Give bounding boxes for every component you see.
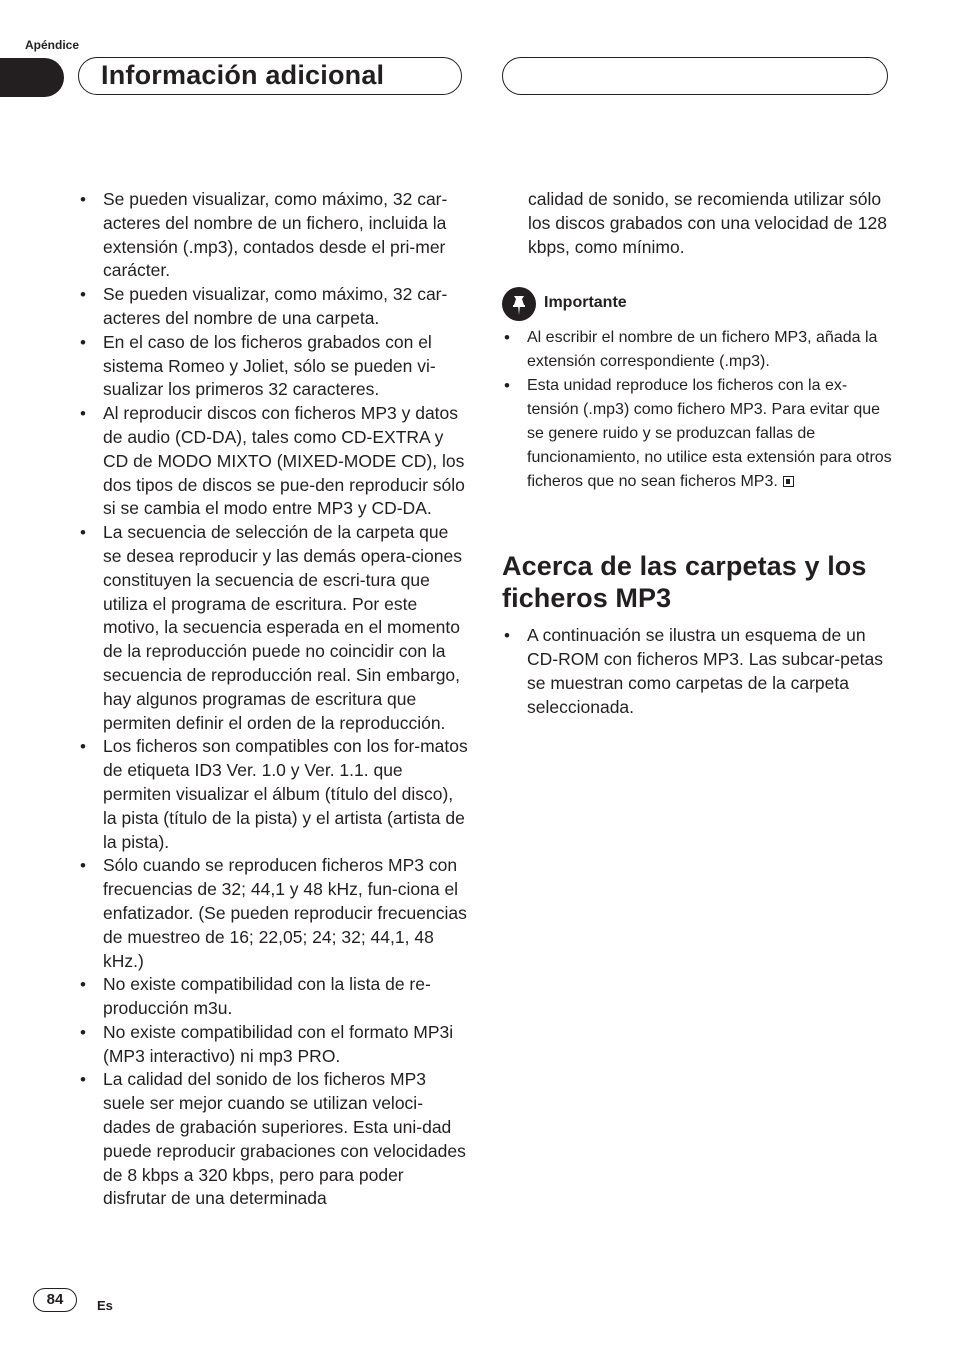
continued-paragraph: calidad de sonido, se recomienda utilizar sólo los discos grabados con una velocidad de 128 kbps, como mínimo.: [528, 189, 887, 257]
header-empty-frame: [502, 57, 888, 95]
section-heading: Acerca de las carpetas y los ficheros MP3: [502, 551, 867, 614]
language-code: Es: [97, 1298, 113, 1313]
bullet-list: [78, 188, 468, 1211]
header-tab: [0, 58, 64, 97]
list-item-text: Esta unidad reproduce los ficheros con la ex-tensión (.mp3) como fichero MP3. Para evitar que se genere ruido y se produzcan fallas de funcionamiento, no utilice esta extensión para otros ficheros que no sean ficheros MP3.: [527, 377, 892, 491]
important-list: [502, 326, 894, 494]
right-column: [502, 188, 894, 720]
left-column: [78, 188, 468, 1211]
list-item: • Al escribir el nombre de un fichero MP3, añada la extensión correspondiente (.mp3).: [502, 326, 894, 374]
list-item: • No existe compatibilidad con el formato MP3i (MP3 interactivo) ni mp3 PRO.: [78, 1021, 468, 1069]
list-item: • Se pueden visualizar, como máximo, 32 car-acteres del nombre de un fichero, incluida la extensión (.mp3), contados desde el pri-mer carácter.: [78, 188, 468, 283]
list-item: • En el caso de los ficheros grabados con el sistema Romeo y Joliet, sólo se pueden vi-sualizar los primeros 32 caracteres.: [78, 331, 468, 402]
pushpin-icon: [502, 287, 536, 321]
list-item: • Al reproducir discos con ficheros MP3 y datos de audio (CD-DA), tales como CD-EXTRA y CD de MODO MIXTO (MIXED-MODE CD), los dos tipos de discos se pue-den reproducir sólo si se cambia el modo entre MP3 y CD-DA.: [78, 402, 468, 521]
section-label: Apéndice: [25, 38, 80, 52]
section-list: [502, 624, 894, 719]
end-of-section-icon: [783, 476, 794, 487]
page-number: 84: [33, 1288, 77, 1312]
list-item: • Se pueden visualizar, como máximo, 32 car-acteres del nombre de una carpeta.: [78, 283, 468, 331]
list-item: • Los ficheros son compatibles con los for-matos de etiqueta ID3 Ver. 1.0 y Ver. 1.1. que permiten visualizar el álbum (título del disco), la pista (título de la pista) y el artista (artista de la pista).: [78, 735, 468, 854]
page-title-frame: [78, 57, 462, 95]
list-item: • No existe compatibilidad con la lista de re-producción m3u.: [78, 973, 468, 1021]
list-item: [502, 374, 894, 494]
list-item: • A continuación se ilustra un esquema de un CD-ROM con ficheros MP3. Las subcar-petas se muestran como carpetas de la carpeta seleccionada.: [502, 624, 894, 719]
page-title: Información adicional: [101, 60, 385, 90]
list-item: • La secuencia de selección de la carpeta que se desea reproducir y las demás opera-ciones constituyen la secuencia de escri-tura que utiliza el programa de escritura. Por este motivo, la secuencia esperada en el momento de la reproducción puede no coincidir con la secuencia de reproducción real. Sin embargo, hay algunos programas de escritura que permiten definir el orden de la reproducción.: [78, 521, 468, 735]
list-item: • Sólo cuando se reproducen ficheros MP3 con frecuencias de 32; 44,1 y 48 kHz, fun-ciona el enfatizador. (Se pueden reproducir frecuencias de muestreo de 16; 22,05; 24; 32; 44,1, 48 kHz.): [78, 854, 468, 973]
important-heading: [502, 287, 894, 321]
list-item: • La calidad del sonido de los ficheros MP3 suele ser mejor cuando se utilizan veloci-dades de grabación superiores. Esta uni-dad puede reproducir grabaciones con velocidades de 8 kbps a 320 kbps, pero para poder disfrutar de una determinada: [78, 1068, 468, 1211]
important-label: Importante: [544, 294, 627, 312]
